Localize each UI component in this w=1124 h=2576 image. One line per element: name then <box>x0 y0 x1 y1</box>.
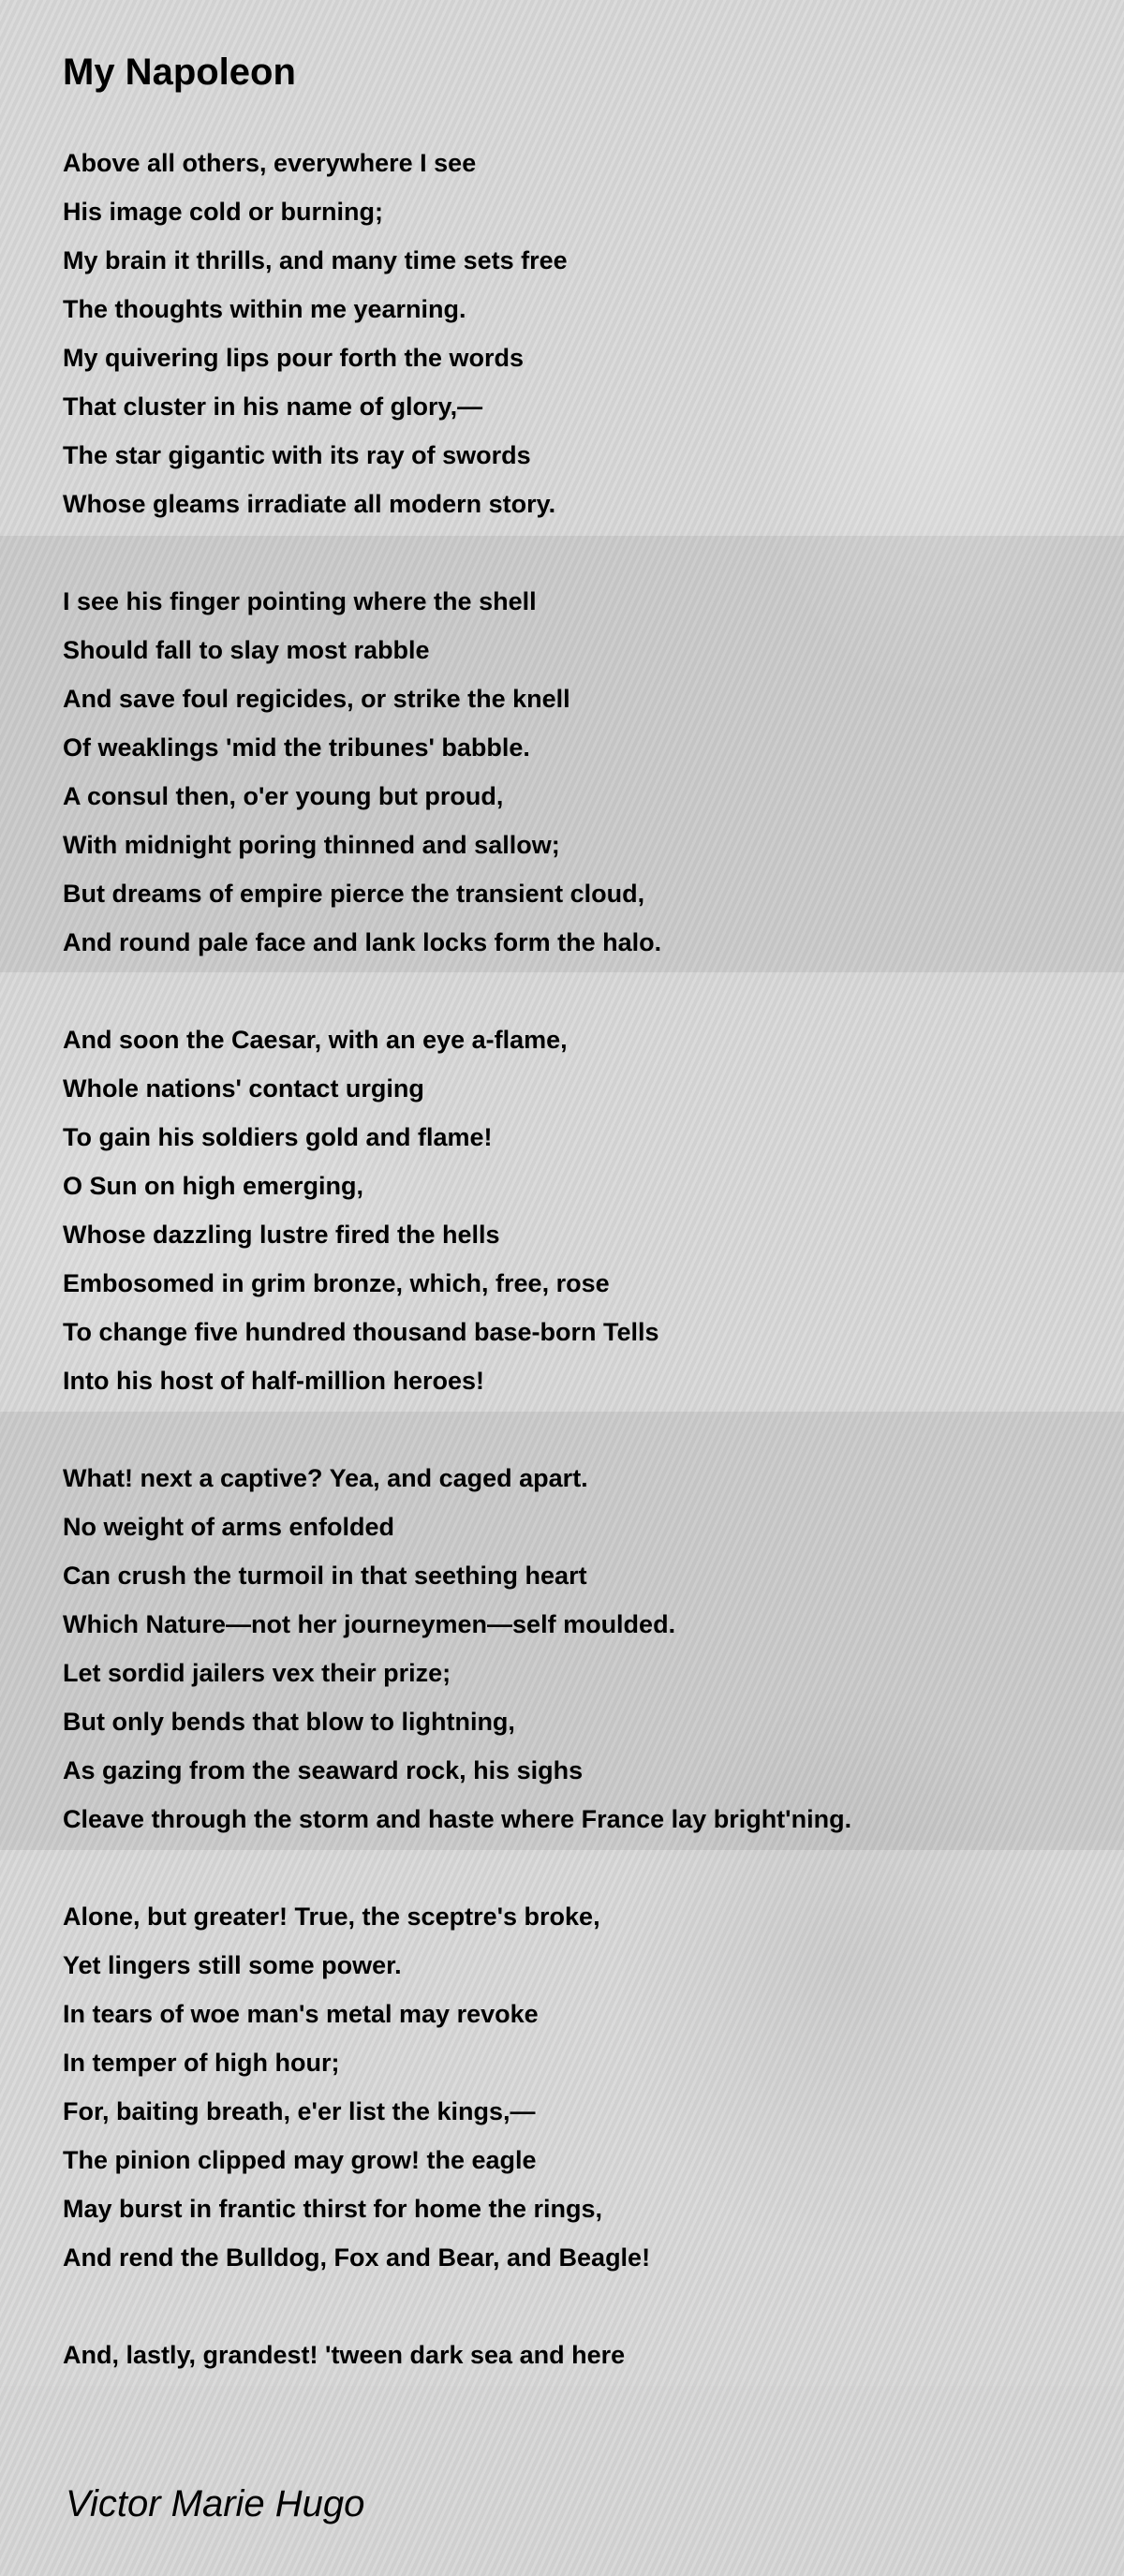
poem-line: No weight of arms enfolded <box>63 1513 395 1541</box>
poem-title: My Napoleon <box>63 52 296 93</box>
poem-line: Whose dazzling lustre fired the hells <box>63 1221 500 1249</box>
poem-line: Yet lingers still some power. <box>63 1951 402 1979</box>
poem-line: Above all others, everywhere I see <box>63 149 477 177</box>
poem-line: My quivering lips pour forth the words <box>63 344 525 372</box>
poem-line: The pinion clipped may grow! the eagle <box>63 2146 537 2174</box>
poem-line: The thoughts within me yearning. <box>63 295 466 323</box>
poem-line: To change five hundred thousand base-born Tells <box>63 1318 659 1346</box>
poem-line: And rend the Bulldog, Fox and Bear, and Beagle! <box>63 2243 651 2272</box>
poem-line: Whole nations' contact urging <box>63 1074 424 1103</box>
poem-line: Should fall to slay most rabble <box>63 636 430 664</box>
poem-line: A consul then, o'er young but proud, <box>63 782 504 810</box>
poem-line: And, lastly, grandest! 'tween dark sea and here <box>63 2341 626 2369</box>
poem-line: But dreams of empire pierce the transient cloud, <box>63 880 645 908</box>
poem-line: With midnight poring thinned and sallow; <box>63 831 560 859</box>
poem-line: Alone, but greater! True, the sceptre's broke, <box>63 1902 600 1931</box>
stanza <box>63 139 851 528</box>
poem-line: The star gigantic with its ray of swords <box>63 441 531 469</box>
poem-line: In temper of high hour; <box>63 2049 340 2077</box>
poem-line: I see his finger pointing where the shell <box>63 587 537 615</box>
stanza <box>63 1015 851 1405</box>
poem-line: Let sordid jailers vex their prize; <box>63 1659 451 1687</box>
poem-line: His image cold or burning; <box>63 198 384 226</box>
poem-line: May burst in frantic thirst for home the rings, <box>63 2195 603 2223</box>
poem-line: Which Nature—not her journeymen—self moulded. <box>63 1610 676 1638</box>
poem-line: But only bends that blow to lightning, <box>63 1708 515 1736</box>
poem-line: And save foul regicides, or strike the knell <box>63 685 570 713</box>
poem-line: What! next a captive? Yea, and caged apart. <box>63 1464 588 1492</box>
poem-line: Whose gleams irradiate all modern story. <box>63 490 556 518</box>
stanza <box>63 577 851 967</box>
poem-body <box>63 139 851 2428</box>
poem-line: Embosomed in grim bronze, which, free, rose <box>63 1269 610 1297</box>
stanza <box>63 2331 851 2379</box>
poem-line: And soon the Caesar, with an eye a-flame, <box>63 1026 568 1054</box>
poem-line: As gazing from the seaward rock, his sighs <box>63 1756 584 1784</box>
poem-line: That cluster in his name of glory,— <box>63 392 483 421</box>
poem-line: And round pale face and lank locks form the halo. <box>63 928 662 956</box>
stanza <box>63 1454 851 1843</box>
poem-line: For, baiting breath, e'er list the kings,— <box>63 2097 536 2125</box>
poem-line: Cleave through the storm and haste where France lay bright'ning. <box>63 1805 852 1833</box>
poem-line: Can crush the turmoil in that seething heart <box>63 1562 587 1590</box>
poem-line: O Sun on high emerging, <box>63 1172 363 1200</box>
poem-line: Into his host of half-million heroes! <box>63 1367 484 1395</box>
poem-line: In tears of woe man's metal may revoke <box>63 2000 539 2028</box>
author-name: Victor Marie Hugo <box>66 2483 365 2524</box>
stanza <box>63 1892 851 2282</box>
poem-line: To gain his soldiers gold and flame! <box>63 1123 493 1151</box>
poem-line: My brain it thrills, and many time sets free <box>63 246 568 274</box>
poem-line: Of weaklings 'mid the tribunes' babble. <box>63 733 530 762</box>
